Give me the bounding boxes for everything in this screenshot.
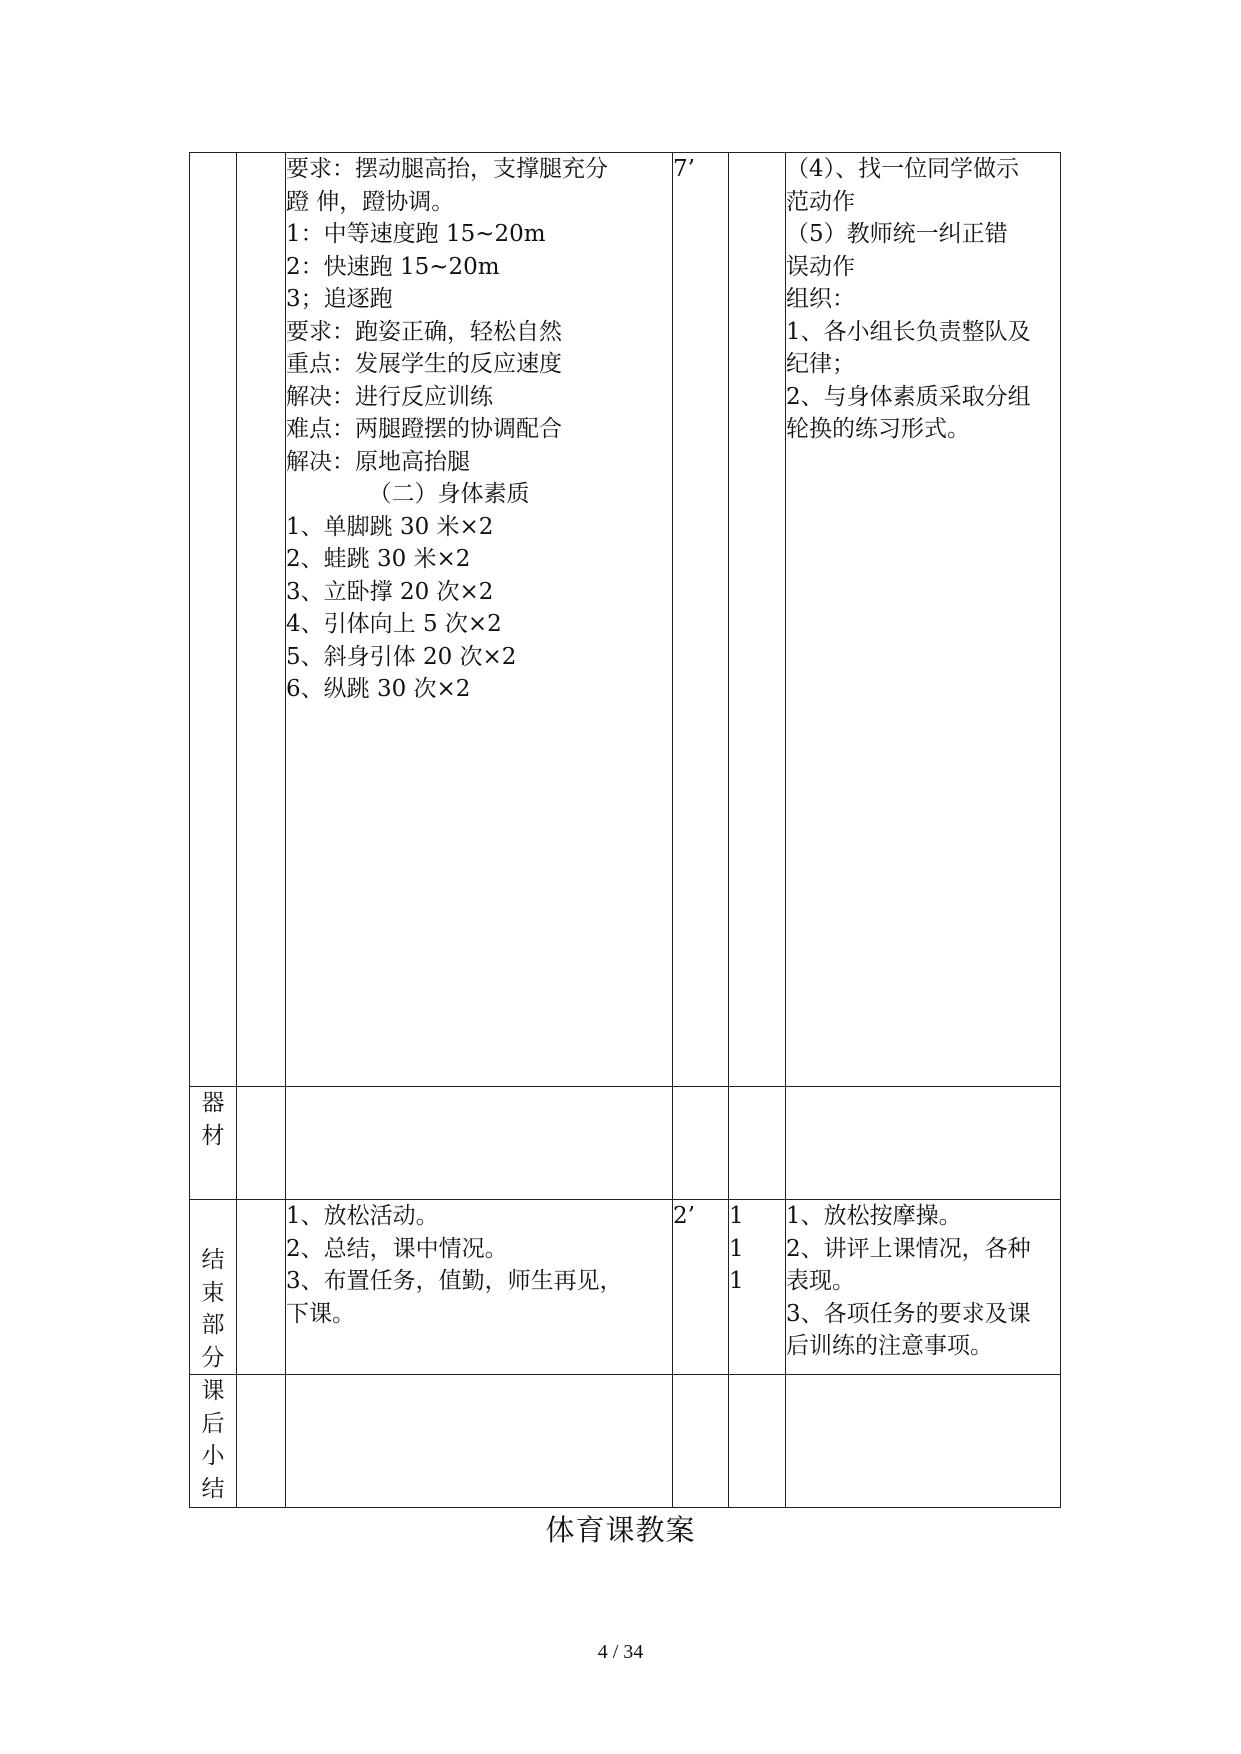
fitness-item: 3、立卧撑 20 次×2 [286,578,494,605]
summary-label-cell [190,1375,237,1508]
ending-label-char: 束 [201,1279,225,1306]
lesson-plan-table [189,152,1061,1508]
ending-blank-cell [237,1200,286,1375]
summary-label-char: 小 [201,1443,225,1469]
equipment-content-cell [286,1087,673,1200]
organization-line: 范动作 [786,188,855,215]
content-line: 1：中等速度跑 15~20m [286,221,546,247]
content-line: 3；追逐跑 [286,286,393,312]
content-line: 解决：进行反应训练 [286,383,493,410]
summary-label-char: 结 [201,1475,225,1502]
content-line: 难点：两腿蹬摆的协调配合 [286,416,562,442]
main-section-content-cell [286,153,673,1087]
fitness-item: 4、引体向上 5 次×2 [286,611,502,637]
summary-count-cell [729,1375,786,1508]
content-line: 蹬 伸，蹬协调。 [286,188,455,215]
fitness-item: 5、斜身引体 20 次×2 [286,643,517,670]
time-value: 7’ [673,156,695,182]
organization-line: 组织： [786,286,855,312]
ending-content-line: 3、布置任务，值勤，师生再见， [286,1268,623,1294]
main-section-label-cell [190,153,237,1087]
summary-row [190,1375,1061,1508]
ending-content-cell [286,1200,673,1375]
ending-organization-line: 表现。 [786,1268,855,1294]
ending-organization-line: 2、讲评上课情况，各种 [786,1235,1031,1262]
main-section-organization-cell [786,153,1061,1087]
ending-organization-line: 后训练的注意事项。 [786,1333,993,1359]
summary-label-char: 课 [201,1378,225,1404]
content-line: 2：快速跑 15~20m [286,253,500,280]
content-line: 要求：摆动腿高抬，支撑腿充分 [286,156,608,182]
ending-count: 1 [729,1268,744,1294]
organization-line: 2、与身体素质采取分组 [786,383,1031,410]
ending-label-char: 部 [201,1312,225,1338]
equipment-count-cell [729,1087,786,1200]
organization-line: （5）教师统一纠正错 [786,221,1008,247]
ending-label-char: 分 [201,1344,225,1371]
ending-section-row [190,1200,1061,1375]
organization-line: 误动作 [786,253,855,280]
page-number: 4 / 34 [597,1641,644,1663]
equipment-label-cell [190,1087,237,1200]
equipment-label-char: 材 [201,1122,225,1149]
summary-organization-cell [786,1375,1061,1508]
organization-line: 纪律； [786,351,855,377]
ending-time-value: 2’ [673,1203,695,1229]
content-line: 解决：原地高抬腿 [286,448,470,475]
equipment-row [190,1087,1061,1200]
next-lesson-title: 体育课教案 [545,1513,696,1547]
ending-organization-line: 1、放松按摩操。 [786,1203,962,1229]
organization-line: （4）、找一位同学做示 [786,156,1020,182]
ending-content-line: 1、放松活动。 [286,1203,439,1229]
summary-label-char: 后 [201,1410,225,1437]
organization-line: 1、各小组长负责整队及 [786,318,1031,345]
ending-section-label-cell [190,1200,237,1375]
content-line: 要求：跑姿正确，轻松自然 [286,318,562,345]
subheading: （二）身体素质 [368,481,530,507]
ending-count-cell [729,1200,786,1375]
ending-label-char: 结 [201,1247,225,1273]
ending-time-cell [673,1200,729,1375]
fitness-item: 1、单脚跳 30 米×2 [286,513,494,540]
equipment-time-cell [673,1087,729,1200]
ending-organization-line: 3、各项任务的要求及课 [786,1300,1031,1327]
equipment-blank-cell [237,1087,286,1200]
main-section-time-cell [673,153,729,1087]
summary-blank-cell [237,1375,286,1508]
main-section-count-cell [729,153,786,1087]
summary-time-cell [673,1375,729,1508]
main-section-row [190,153,1061,1087]
equipment-label-char: 器 [201,1090,225,1116]
ending-count: 1 [729,1235,744,1262]
ending-content-line: 2、总结，课中情况。 [286,1235,508,1262]
main-section-blank-cell [237,153,286,1087]
equipment-organization-cell [786,1087,1061,1200]
fitness-item: 2、蛙跳 30 米×2 [286,546,471,572]
ending-organization-cell [786,1200,1061,1375]
summary-content-cell [286,1375,673,1508]
organization-line: 轮换的练习形式。 [786,416,970,442]
fitness-item: 6、纵跳 30 次×2 [286,676,471,702]
ending-count: 1 [729,1203,744,1229]
ending-content-line: 下课。 [286,1300,355,1327]
content-line: 重点：发展学生的反应速度 [286,351,562,377]
